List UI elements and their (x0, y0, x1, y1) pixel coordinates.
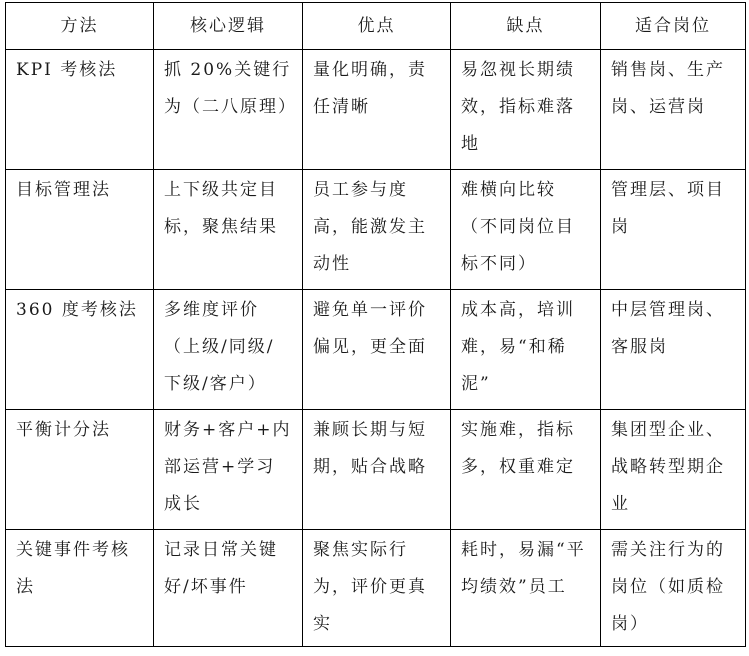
cell-advantages: 聚焦实际行为，评价更真实 (303, 530, 451, 647)
cell-suitable-positions: 管理层、项目岗 (601, 170, 746, 290)
header-suitable-positions: 适合岗位 (601, 3, 746, 50)
table-row (6, 410, 746, 530)
cell-method: 目标管理法 (6, 170, 154, 290)
cell-disadvantages: 成本高，培训难，易“和稀泥” (451, 290, 601, 410)
cell-advantages: 兼顾长期与短期，贴合战略 (303, 410, 451, 530)
cell-suitable-positions: 中层管理岗、客服岗 (601, 290, 746, 410)
cell-core-logic: 抓 20%关键行为（二八原理） (154, 50, 303, 170)
cell-advantages: 避免单一评价偏见，更全面 (303, 290, 451, 410)
cell-disadvantages: 易忽视长期绩效，指标难落地 (451, 50, 601, 170)
cell-core-logic: 多维度评价（上级/同级/下级/客户） (154, 290, 303, 410)
cell-advantages: 量化明确，责任清晰 (303, 50, 451, 170)
header-core-logic: 核心逻辑 (154, 3, 303, 50)
table-row (6, 290, 746, 410)
table-row (6, 170, 746, 290)
header-disadvantages: 缺点 (451, 3, 601, 50)
table-header-row (6, 3, 746, 50)
cell-advantages: 员工参与度高，能激发主动性 (303, 170, 451, 290)
cell-core-logic: 记录日常关键好/坏事件 (154, 530, 303, 647)
cell-disadvantages: 耗时，易漏“平均绩效”员工 (451, 530, 601, 647)
cell-suitable-positions: 销售岗、生产岗、运营岗 (601, 50, 746, 170)
cell-method: KPI 考核法 (6, 50, 154, 170)
cell-method: 关键事件考核法 (6, 530, 154, 647)
cell-disadvantages: 难横向比较（不同岗位目标不同） (451, 170, 601, 290)
performance-methods-table (5, 2, 746, 647)
cell-method: 360 度考核法 (6, 290, 154, 410)
cell-suitable-positions: 集团型企业、战略转型期企业 (601, 410, 746, 530)
cell-core-logic: 财务+客户+内部运营+学习成长 (154, 410, 303, 530)
header-advantages: 优点 (303, 3, 451, 50)
table-row (6, 50, 746, 170)
table-row (6, 530, 746, 647)
cell-core-logic: 上下级共定目标，聚焦结果 (154, 170, 303, 290)
cell-disadvantages: 实施难，指标多，权重难定 (451, 410, 601, 530)
cell-method: 平衡计分法 (6, 410, 154, 530)
header-method: 方法 (6, 3, 154, 50)
cell-suitable-positions: 需关注行为的岗位（如质检岗） (601, 530, 746, 647)
